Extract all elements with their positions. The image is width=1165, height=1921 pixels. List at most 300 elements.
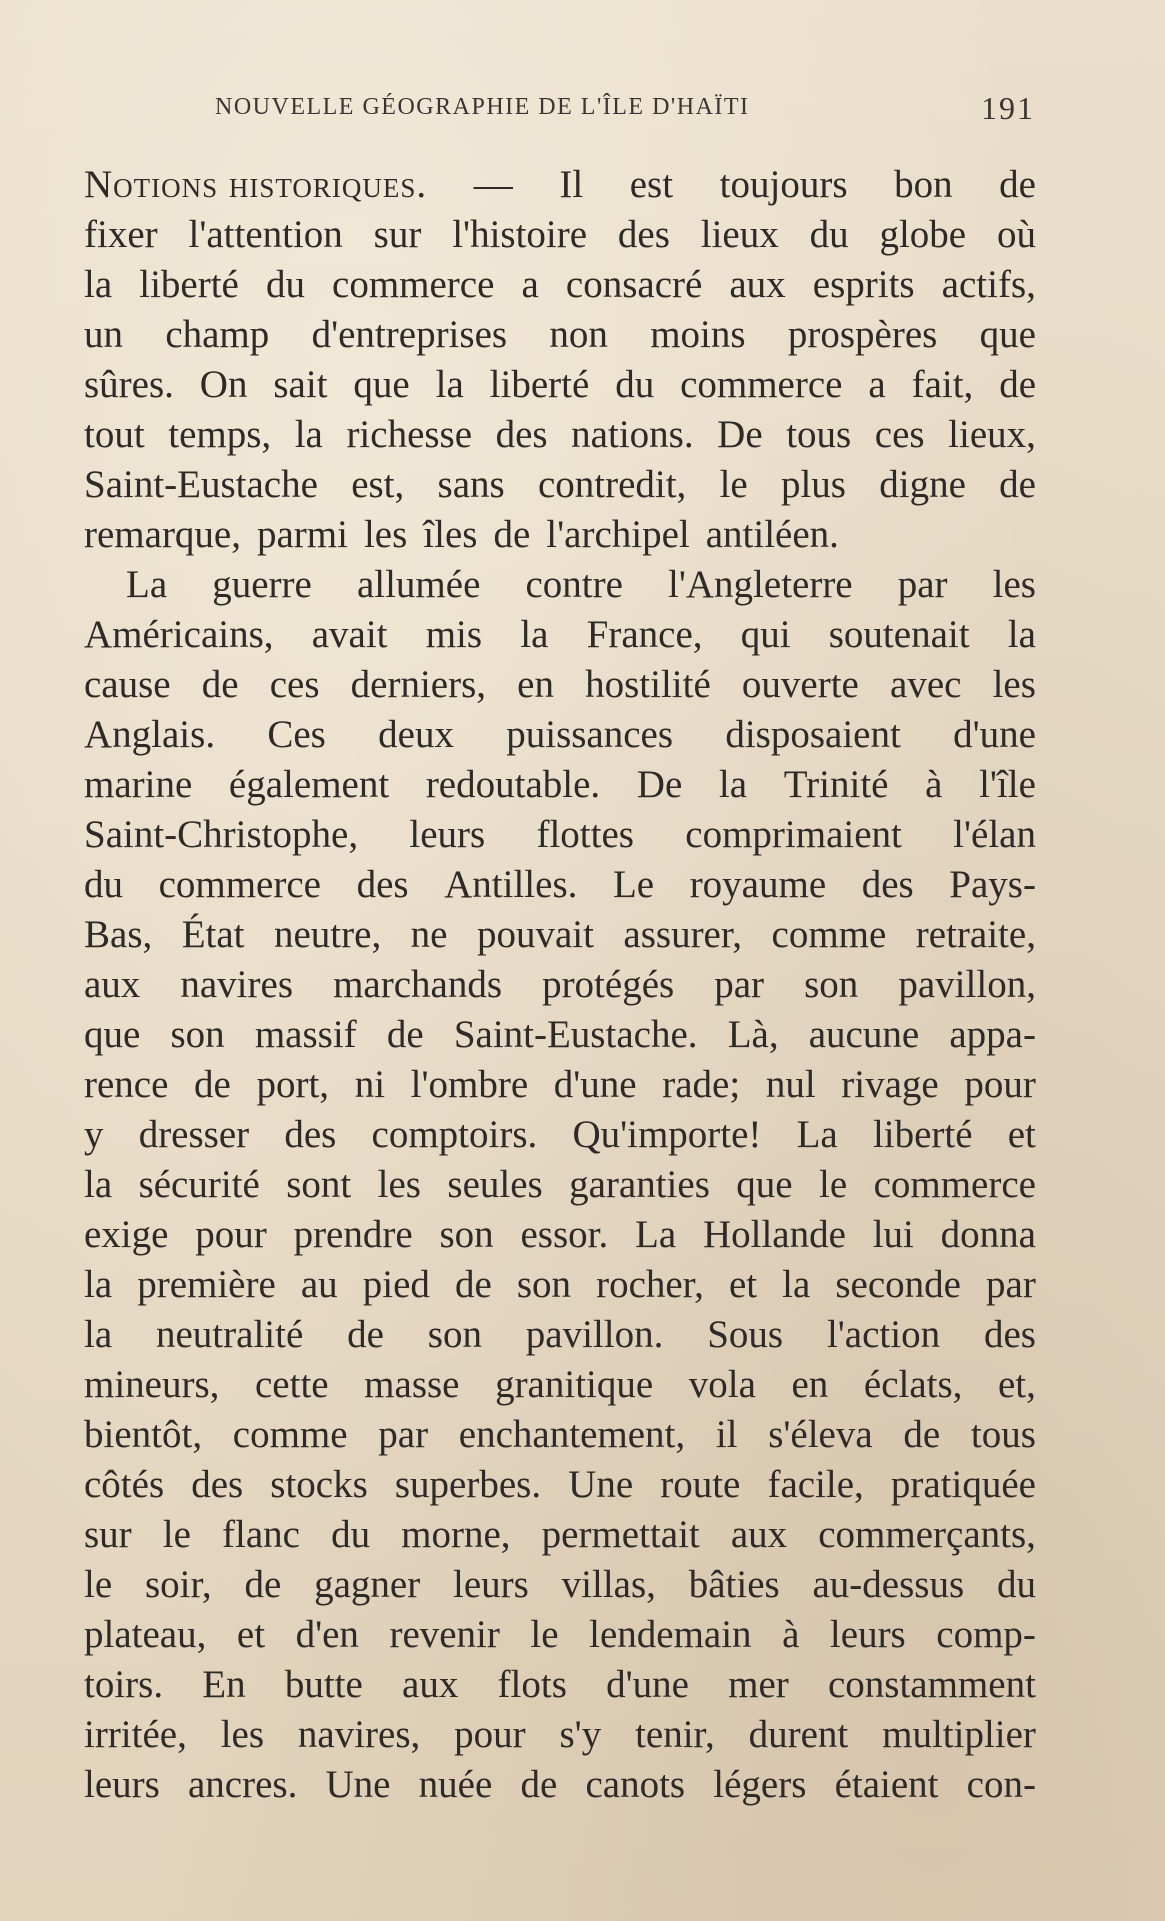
word: permettait [541,1513,700,1556]
word: ces [269,663,320,706]
word: d'en [295,1613,359,1656]
text-line [84,360,1036,410]
word: lui [872,1213,914,1256]
word: que [84,1013,141,1056]
word: nations. [571,413,694,456]
word: port, [256,1063,330,1106]
word: nuée [418,1763,493,1806]
word: soutenait [828,613,970,656]
text-line [84,1160,1036,1210]
word: prospères [787,313,938,356]
word: son [427,1313,482,1356]
word: plus [780,463,846,506]
word: est [629,163,674,206]
word: l'archipel [546,513,690,556]
word: la [84,1263,113,1306]
word: du [84,863,123,906]
word: exige [84,1213,169,1256]
word: derniers, [350,663,487,706]
word: pied [362,1263,430,1306]
word: commerce [873,1163,1036,1206]
word: les [220,1713,265,1756]
word: France, [586,613,703,656]
word: vola [688,1363,756,1406]
word: ni [354,1063,386,1106]
word: essor. [520,1213,609,1256]
word: marchands [333,963,502,1006]
word: aucune [808,1013,920,1056]
word: le [84,1563,113,1606]
text-line [84,1760,1036,1810]
word: champ [165,313,270,356]
word: au-dessus [812,1563,965,1606]
word: la [294,413,323,456]
word: des [983,1313,1036,1356]
word: de [244,1563,282,1606]
word: les [377,1163,421,1206]
word: l'île [979,763,1036,806]
word: non [549,313,608,356]
word: Une [325,1763,391,1806]
word: des [284,1113,337,1156]
word: granitique [495,1363,654,1406]
word: que [353,363,410,406]
word: y [84,1113,104,1156]
word: Hollande [702,1213,846,1256]
text-line [84,510,1036,560]
word: par [986,1263,1036,1306]
word: mineurs, [84,1363,220,1406]
word: hostilité [585,663,711,706]
section-heading: Notions historiques. [84,163,428,206]
text-line [84,1010,1036,1060]
text-line [84,1660,1036,1710]
word: Anglais. [84,713,216,756]
text-line [84,710,1036,760]
text-line [84,260,1036,310]
word: morne, [401,1513,511,1556]
text-line [84,410,1036,460]
word: le [530,1613,559,1656]
word: l'attention [188,213,343,256]
word: il [715,1413,738,1456]
word: contredit, [537,463,687,506]
word: actifs, [941,263,1036,306]
word: revenir [389,1613,500,1656]
word: pratiquée [890,1463,1036,1506]
word: la [520,613,549,656]
word: lendemain [589,1613,752,1656]
word: donna [940,1213,1036,1256]
text-line [84,760,1036,810]
word: mer [728,1663,789,1706]
word: les [363,513,408,556]
word: pavillon, [898,963,1036,1006]
running-title: NOUVELLE GÉOGRAPHIE DE L'ÎLE D'HAÏTI [215,94,750,120]
word: royaume [689,863,827,906]
word: gagner [314,1563,421,1606]
word: a [521,263,539,306]
word: étaient [834,1763,939,1806]
word: sûres. [84,363,174,406]
word: l'élan [953,813,1036,856]
word: moins [650,313,746,356]
word: sait [273,363,328,406]
word: s'y [559,1713,602,1756]
word: remarque, [84,513,241,556]
word: les [992,563,1036,606]
word: contre [525,563,623,606]
word: commerçants, [818,1513,1036,1556]
word: irritée, [84,1713,187,1756]
word: d'une [553,1063,637,1106]
word: flanc [222,1513,300,1556]
word: également [228,763,390,806]
word: Saint-Eustache. [453,1013,698,1056]
word: sur [84,1513,132,1556]
word: de [999,363,1036,406]
word: pavillon. [525,1313,664,1356]
word: leurs [409,813,486,856]
word: pour [195,1213,267,1256]
word: commerce [680,363,843,406]
word: guerre [212,563,312,606]
word: aux [84,963,141,1006]
word: sont [286,1163,352,1206]
word: et, [998,1363,1036,1406]
text-line [84,1210,1036,1260]
word: La [796,1113,838,1156]
word: de [347,1313,384,1356]
word: rade; [662,1063,741,1106]
word: navires [180,963,293,1006]
word: comme [232,1413,348,1456]
word: pour [964,1063,1036,1106]
word: aux [402,1663,459,1706]
word: fixer [84,213,158,256]
text-line [84,910,1036,960]
word: bâties [688,1563,780,1606]
word: La [126,563,168,606]
text-line [84,1460,1036,1510]
word: et [236,1613,266,1656]
word: la [1007,613,1036,656]
word: assurer, [623,913,743,956]
word: son [804,963,859,1006]
word: des [356,863,409,906]
text-line [84,610,1036,660]
word: bon [894,163,953,206]
word: du [265,263,305,306]
word: leurs [84,1763,160,1806]
word: flottes [536,813,634,856]
word: ces [874,413,925,456]
word: la [435,363,464,406]
word: dresser [138,1113,250,1156]
text-line [84,1610,1036,1660]
word: la [84,263,113,306]
text-line [84,1060,1036,1110]
word: par [897,563,948,606]
word: lieux, [948,413,1036,456]
word: mis [425,613,483,656]
word: esprits [812,263,915,306]
word: avait [311,613,388,656]
word: cause [84,663,171,706]
word: Bas, [84,913,153,956]
word: le [162,1513,191,1556]
word: liberté [139,263,239,306]
text-line [84,460,1036,510]
word: commerce [158,863,321,906]
word: tous [970,1413,1036,1456]
word: État [181,913,245,956]
word: ancres. [187,1763,298,1806]
word: aux [730,1513,788,1556]
word: des [495,413,548,456]
word: les [992,663,1036,706]
word: de [454,1263,492,1306]
word: Une [568,1463,634,1506]
body-text [84,160,1036,1810]
word: appa- [949,1013,1036,1056]
word: marine [84,763,193,806]
word: leurs [829,1613,906,1656]
word: le [719,463,748,506]
word: rocher, [596,1263,704,1306]
word: ne [410,913,448,956]
word: a [868,363,886,406]
word: consacré [565,263,703,306]
word: première [137,1263,276,1306]
word: pour [454,1713,526,1756]
word: à [782,1613,800,1656]
word: lieux [700,213,779,256]
word: la [782,1263,811,1306]
word: richesse [346,413,473,456]
word: tous [786,413,852,456]
word: côtés [84,1463,165,1506]
word: l'ombre [410,1063,529,1106]
word: puissances [506,713,674,756]
word: s'éleva [768,1413,873,1456]
word: au [300,1263,338,1306]
word: bientôt, [84,1413,203,1456]
word: la [84,1163,113,1206]
word: de [520,1763,558,1806]
word: Qu'importe! [572,1113,762,1156]
text-line [84,1260,1036,1310]
word: légers [713,1763,807,1806]
word: disposaient [725,713,901,756]
text-line [84,860,1036,910]
word: rence [84,1063,169,1106]
page-number: 191 [981,90,1035,126]
word: seules [447,1163,543,1206]
text-line [84,1110,1036,1160]
word: un [84,313,123,356]
text-line [84,560,1036,610]
text-line [84,160,1036,210]
text-line [84,1410,1036,1460]
word: qui [740,613,791,656]
word: toujours [719,163,848,206]
word: sécurité [138,1163,260,1206]
word: tenir, [635,1713,715,1756]
word: neutre, [274,913,382,956]
word: enchantement, [458,1413,686,1456]
word: Il [559,163,584,206]
word: Le [612,863,655,906]
word: Là, [727,1013,779,1056]
word: liberté [489,363,590,406]
word: navires, [297,1713,421,1756]
text-line [84,1560,1036,1610]
word: de [386,1013,424,1056]
word: sur [373,213,422,256]
word: De [717,413,763,456]
word: multiplier [882,1713,1036,1756]
word: superbes. [394,1463,542,1506]
word: On [199,363,248,406]
word: pouvait [476,913,594,956]
text-line [84,210,1036,260]
word: butte [284,1663,363,1706]
word: tout [84,413,145,456]
word: garanties [569,1163,710,1206]
word: allumée [356,563,481,606]
word: Saint-Eustache [84,463,318,506]
word: Saint-Christophe, [84,813,359,856]
word: facile, [767,1463,864,1506]
word: neutralité [156,1313,304,1356]
text-line [84,1710,1036,1760]
word: La [635,1213,677,1256]
word: de [493,513,531,556]
word: la [718,763,748,806]
word: l'histoire [452,213,588,256]
word: par [378,1413,429,1456]
word: cette [254,1363,329,1406]
text-line [84,310,1036,360]
word: seconde [835,1263,961,1306]
word: rivage [841,1063,939,1106]
word: leurs [453,1563,529,1606]
word: le [819,1163,848,1206]
word: retraite, [915,913,1036,956]
word: du [996,1563,1036,1606]
word: où [996,213,1036,256]
word: globe [879,213,967,256]
word: antiléen. [705,513,839,556]
text-line [84,1510,1036,1560]
word: comme [771,913,887,956]
word: îles [423,513,478,556]
word: est, [351,463,405,506]
word: la [84,1313,113,1356]
word: de [194,1063,231,1106]
word: d'une [953,713,1036,756]
word: Pays- [949,863,1036,906]
word: protégés [542,963,675,1006]
word: Ces [267,713,326,756]
word: que [736,1163,793,1206]
word: du [615,363,655,406]
word: son [516,1263,572,1306]
word: stocks [270,1463,368,1506]
word: constamment [827,1663,1036,1706]
word: — [473,163,513,206]
word: canots [585,1763,686,1806]
word: que [979,313,1036,356]
word: durent [748,1713,849,1756]
word: comprimaient [685,813,902,856]
word: en [517,663,554,706]
word: digne [879,463,966,506]
word: son [439,1213,494,1256]
word: de [999,163,1036,206]
word: villas, [561,1563,656,1606]
word: des [191,1463,244,1506]
running-head [215,90,1035,134]
word: l'Angleterre [668,563,853,606]
word: éclats, [863,1363,963,1406]
word: avec [890,663,962,706]
word: comp- [936,1613,1036,1656]
word: et [728,1263,758,1306]
word: d'une [606,1663,689,1706]
word: parmi [257,513,348,556]
word: des [617,213,670,256]
word: du [331,1513,371,1556]
word: masse [364,1363,460,1406]
word: deux [378,713,454,756]
word: en [791,1363,829,1406]
word: prendre [293,1213,413,1256]
word: de [999,463,1036,506]
word: de [201,663,239,706]
word: flots [497,1663,567,1706]
text-line [84,810,1036,860]
word: soir, [144,1563,212,1606]
text-line [84,1310,1036,1360]
word: à [925,763,943,806]
word: con- [966,1763,1036,1806]
word: son [170,1013,225,1056]
word: l'action [826,1313,941,1356]
text-line [84,1360,1036,1410]
word: Sous [707,1313,784,1356]
word: du [809,213,849,256]
word: commerce [332,263,495,306]
word: liberté [872,1113,973,1156]
word: Trinité [783,763,889,806]
word: temps, [168,413,272,456]
text-line [84,660,1036,710]
word: ouverte [741,663,859,706]
word: plateau, [84,1613,207,1656]
word: fait, [911,363,974,406]
word: et [1007,1113,1036,1156]
word: d'entreprises [311,313,508,356]
word: toirs. [84,1663,164,1706]
word: Américains, [84,613,274,656]
word: de [903,1413,941,1456]
word: des [861,863,914,906]
word: sans [437,463,505,506]
word: redoutable. [425,763,601,806]
word: massif [254,1013,357,1056]
